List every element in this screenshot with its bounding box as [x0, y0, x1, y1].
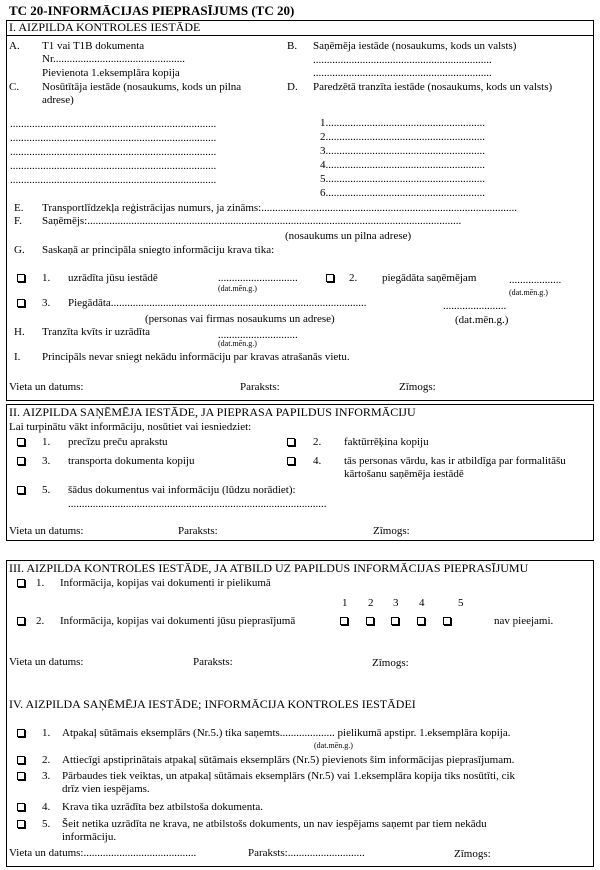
g3-note: (personas vai firmas nosaukums un adrese): [145, 313, 335, 325]
s4-item-2-label: Attiecīgi apstiprinātais atpakaļ sūtāmais eksemplārs (Nr.5) pievienots šim informācijas pieprasījumam.: [62, 754, 515, 766]
section-4-title: IV. AIZPILDA SAŅĒMĒJA IESTĀDE; INFORMĀCIJA KONTROLES IESTĀDEI: [9, 697, 416, 711]
s4-signature[interactable]: Paraksts:............................: [248, 847, 365, 859]
s3-item-1-number: 1.: [36, 577, 45, 589]
field-c-line-3[interactable]: ...........................................................................: [10, 146, 217, 158]
g2-label: piegādāta saņēmējam: [382, 272, 477, 284]
s4-item-4-checkbox[interactable]: [17, 803, 25, 811]
s3-col-2-checkbox[interactable]: [366, 617, 374, 625]
field-h-date-note: (dat.mēn.g.): [218, 339, 257, 348]
field-g-letter: G.: [14, 244, 25, 256]
s3-signature[interactable]: Paraksts:: [193, 656, 233, 668]
s3-col-4-label: 4: [419, 597, 425, 609]
s4-item-1-checkbox[interactable]: [17, 729, 25, 737]
field-d-line-2[interactable]: 2..........................................................: [320, 131, 485, 143]
s3-place-date[interactable]: Vieta un datums:: [9, 656, 84, 668]
s2-item-2-checkbox[interactable]: [287, 438, 295, 446]
g2-date-note: (dat.mēn.g.): [509, 288, 548, 297]
s2-item-5-label: šādus dokumentus vai informāciju (lūdzu norādiet):: [68, 484, 296, 496]
s2-place-date[interactable]: Vieta un datums:: [9, 525, 84, 537]
s1-place-date[interactable]: Vieta un datums:: [9, 381, 84, 393]
field-d-line-4[interactable]: 4..........................................................: [320, 159, 485, 171]
s2-item-4-label-line-2: kārtošanu saņēmēja iestādē: [344, 468, 464, 480]
field-i-letter: I.: [14, 351, 21, 363]
g1-checkbox[interactable]: [17, 274, 25, 282]
page-title: TC 20-INFORMĀCIJAS PIEPRASĪJUMS (TC 20): [9, 3, 295, 18]
field-b-letter: B.: [287, 40, 298, 52]
field-h-date-field[interactable]: .............................: [218, 329, 298, 341]
s3-item-2-checkbox[interactable]: [17, 617, 25, 625]
s1-stamp[interactable]: Zīmogs:: [399, 381, 436, 393]
section-1-title: I. AIZPILDA KONTROLES IESTĀDE: [9, 20, 201, 34]
g3-checkbox[interactable]: [17, 299, 25, 307]
s3-item-2-label: Informācija, kopijas vai dokumenti jūsu pieprasījumā: [60, 615, 296, 627]
g3-date-field[interactable]: .......................: [443, 300, 507, 312]
g1-label: uzrādīta jūsu iestādē: [68, 272, 158, 284]
s2-item-3-number: 3.: [42, 455, 51, 467]
s3-item-1-label: Informācija, kopijas vai dokumenti ir pielikumā: [60, 577, 271, 589]
field-a-letter: A.: [9, 40, 20, 52]
s3-col-3-checkbox[interactable]: [391, 617, 399, 625]
s2-item-3-checkbox[interactable]: [17, 457, 25, 465]
g2-checkbox[interactable]: [326, 274, 334, 282]
s4-stamp[interactable]: Zīmogs:: [454, 848, 491, 860]
field-c-label-line-1: Nosūtītāja iestāde (nosaukums, kods un pilna: [42, 81, 242, 93]
section-3-title: III. AIZPILDA KONTROLES IESTĀDE, JA ATBILD UZ PAPILDUS INFORMĀCIJAS PIEPRASĪJUMU: [9, 561, 529, 575]
field-c-line-5[interactable]: ...........................................................................: [10, 174, 217, 186]
g2-number: 2.: [349, 272, 358, 284]
g1-number: 1.: [42, 272, 51, 284]
s4-item-5-label-line-2: informāciju.: [62, 831, 117, 843]
s2-item-3-label: transporta dokumenta kopiju: [68, 455, 195, 467]
field-d-line-1[interactable]: 1..........................................................: [320, 117, 485, 129]
s3-col-4-checkbox[interactable]: [417, 617, 425, 625]
field-b-line-1[interactable]: .................................................................: [313, 54, 492, 66]
field-f-consignee[interactable]: Saņēmējs:........................................................................................................................................: [42, 215, 462, 227]
section-2-title: II. AIZPILDA SAŅĒMĒJA IESTĀDE, JA PIEPRASA PAPILDUS INFORMĀCIJU: [9, 405, 416, 419]
s3-stamp[interactable]: Zīmogs:: [372, 657, 409, 669]
s2-signature[interactable]: Paraksts:: [178, 525, 218, 537]
field-d-line-3[interactable]: 3..........................................................: [320, 145, 485, 157]
s2-item-1-checkbox[interactable]: [17, 438, 25, 446]
s4-item-3-label-line-1: Pārbaudes tiek veiktas, un atpakaļ sūtāmais eksemplārs (Nr.5) vai 1.eksemplāra kopija tiks nosūtīti, cik: [62, 770, 516, 782]
s3-col-2-label: 2: [368, 597, 374, 609]
s4-item-4-label: Krava tika uzrādīta bez atbilstoša dokumenta.: [62, 801, 263, 813]
s2-item-4-label-line-1: tās personas vārdu, kas ir atbildīga par formalitāšu: [344, 455, 566, 467]
field-f-note: (nosaukums un pilna adrese): [285, 230, 412, 242]
s4-item-3-number: 3.: [42, 770, 51, 782]
s4-item-1-number: 1.: [42, 727, 51, 739]
g3-number: 3.: [42, 297, 51, 309]
section-2-intro: Lai turpinātu vākt informāciju, nosūtiet vai iesniedziet:: [9, 421, 252, 433]
s3-unavailable-label: nav pieejami.: [494, 615, 554, 627]
field-b-label: Saņēmēja iestāde (nosaukums, kods un valsts): [313, 40, 517, 52]
s4-item-5-number: 5.: [42, 818, 51, 830]
s3-col-1-label: 1: [342, 597, 348, 609]
s1-signature[interactable]: Paraksts:: [240, 381, 280, 393]
field-b-line-2[interactable]: .................................................................: [313, 67, 492, 79]
field-a-number[interactable]: Nr................................................: [42, 53, 185, 65]
s3-col-3-label: 3: [393, 597, 399, 609]
section-1-divider: [6, 35, 594, 36]
field-i-label: Principāls nevar sniegt nekādu informāciju par kravas atrašanās vietu.: [42, 351, 350, 363]
field-a-label: T1 vai T1B dokumenta: [42, 40, 145, 52]
s4-item-1-label[interactable]: Atpakaļ sūtāmais eksemplārs (Nr.5.) tika saņemts.................... pielikumā apstipr. 1.eksemplāra kopija.: [62, 727, 511, 739]
s2-item-4-checkbox[interactable]: [287, 457, 295, 465]
field-c-letter: C.: [9, 81, 20, 93]
s2-item-5-number: 5.: [42, 484, 51, 496]
s3-item-1-checkbox[interactable]: [17, 579, 25, 587]
field-f-letter: F.: [14, 215, 22, 227]
s2-item-2-label: faktūrrēķina kopiju: [344, 436, 429, 448]
g3-date-note: (dat.mēn.g.): [455, 314, 509, 326]
field-e-vehicle-number[interactable]: Transportlīdzekļa reģistrācijas numurs, ja zināms:.............................................................................................: [42, 202, 517, 214]
field-c-line-4[interactable]: ...........................................................................: [10, 160, 217, 172]
field-d-line-5[interactable]: 5..........................................................: [320, 173, 485, 185]
g2-date-field[interactable]: ...................: [509, 274, 562, 286]
field-g-label: Saskaņā ar principāla sniegto informāciju krava tika:: [42, 244, 275, 256]
g1-date-note: (dat.mēn.g.): [218, 284, 257, 293]
s2-item-5-field[interactable]: ..............................................................................................: [68, 498, 327, 510]
s4-item-3-checkbox[interactable]: [17, 772, 25, 780]
field-h-letter: H.: [14, 326, 25, 338]
g3-consignee-field[interactable]: Piegādāta.............................................................................................: [68, 297, 367, 309]
field-h-label: Tranzīta kvīts ir uzrādīta: [42, 326, 151, 338]
s2-stamp[interactable]: Zīmogs:: [373, 525, 410, 537]
field-c-line-2[interactable]: ...........................................................................: [10, 132, 217, 144]
field-d-letter: D.: [287, 81, 298, 93]
s4-item-2-checkbox[interactable]: [17, 756, 25, 764]
s3-col-1-checkbox[interactable]: [340, 617, 348, 625]
field-e-letter: E.: [14, 202, 24, 214]
s2-item-5-checkbox[interactable]: [17, 486, 25, 494]
s4-item-3-label-line-2: drīz vien iespējams.: [62, 783, 150, 795]
s4-item-1-date-note: (dat.mēn.g.): [314, 741, 353, 750]
s4-item-2-number: 2.: [42, 754, 51, 766]
g1-date-field[interactable]: .............................: [218, 272, 298, 284]
s2-item-2-number: 2.: [313, 436, 322, 448]
s4-item-5-checkbox[interactable]: [17, 820, 25, 828]
field-c-label-line-2: adrese): [42, 94, 74, 106]
s4-place-date[interactable]: Vieta un datums:.........................................: [9, 847, 197, 859]
s3-col-5-label: 5: [458, 597, 464, 609]
s3-item-2-number: 2.: [36, 615, 45, 627]
field-c-line-1[interactable]: ...........................................................................: [10, 118, 217, 130]
s4-item-4-number: 4.: [42, 801, 51, 813]
s2-item-1-label: precīzu preču aprakstu: [68, 436, 168, 448]
s2-item-1-number: 1.: [42, 436, 51, 448]
s2-item-4-number: 4.: [313, 455, 322, 467]
field-d-line-6[interactable]: 6..........................................................: [320, 187, 485, 199]
s4-item-5-label-line-1: Šeit netika uzrādīta ne krava, ne atbilstošs dokuments, un nav iespējams saņemt par tiem nekādu: [62, 818, 487, 830]
s3-col-5-checkbox[interactable]: [443, 617, 451, 625]
field-d-label: Paredzētā tranzīta iestāde (nosaukums, kods un valsts): [313, 81, 553, 93]
field-a-copy-note: Pievienota 1.eksemplāra kopija: [42, 67, 180, 79]
